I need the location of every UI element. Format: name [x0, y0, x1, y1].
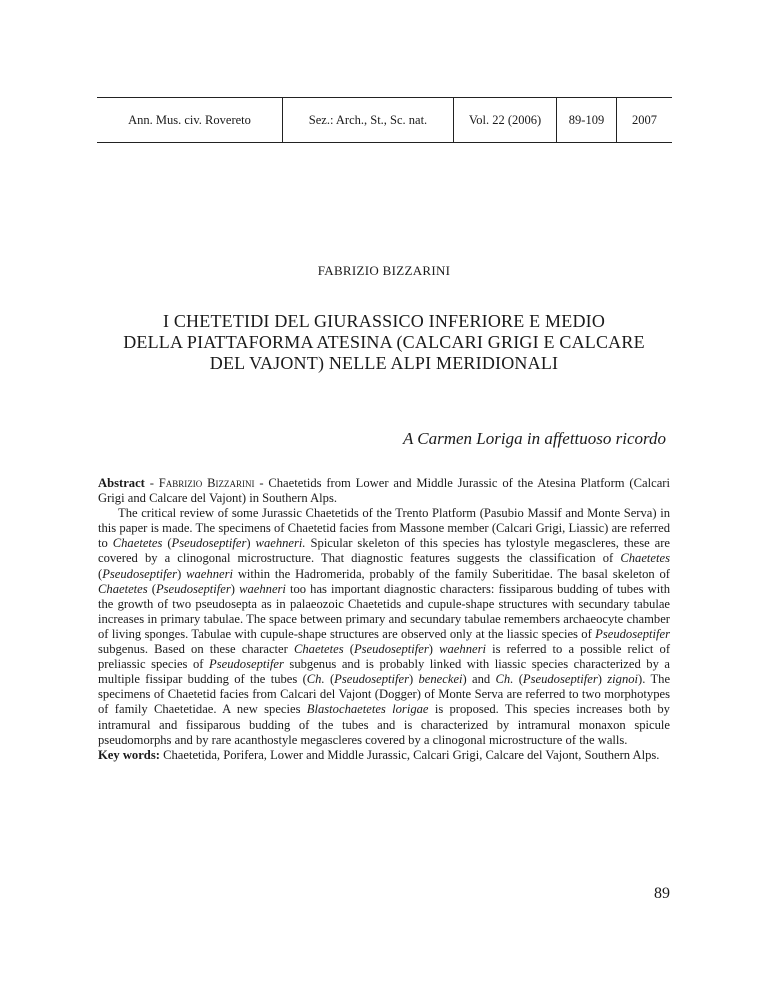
page-number: 89 [654, 885, 670, 902]
journal-pages: 89-109 [557, 98, 617, 142]
journal-section: Sez.: Arch., St., Sc. nat. [283, 98, 454, 142]
abstract-body: The critical review of some Jurassic Chaetetids of the Trento Platform (Pasubio Massif and Monte Serva) in this paper is made. The specimens of Chaetetid facies from Massone member (Calcari Grigi, Liassic) are referred to Chaetetes (Pseudoseptifer) waehneri. Spicular skeleton of this species has tylostyle megascleres, these are covered by a clinogonal microstructure. That diagnostic features suggests the classification of Chaetetes (Pseudoseptifer) waehneri within the Hadromerida, probably of the family Suberitidae. The basal skeleton of Chaetetes (Pseudoseptifer) waehneri too has important diagnostic characters: fissiparous budding of tubes with the growth of two pseudosepta as in palaeozoic Chaetetids and cupule-shape structures with secundary tabulae increases in primary tabulae. The space between primary and secundary tabulae remembers archaeocyte chamber of living sponges. Tabulae with cupule-shape structures are observed only at the liassic species of Pseudoseptifer subgenus. Based on these character Chaetetes (Pseudoseptifer) waehneri is referred to a possible relict of preliassic species of Pseudoseptifer subgenus and is probably linked with liassic species characterized by a multiple fissipar budding of the tubes (Ch. (Pseudoseptifer) beneckei) and Ch. (Pseudoseptifer) zignoi). The specimens of Chaetetid facies from Calcari del Vajont (Dogger) of Monte Serva are referred to two morphotypes of family Chaetetidae. A new species Blastochaetetes lorigae is proposed. This species increases both by intramural and fissiparous budding of the tubes and is characterized by intramural monaxon spicule pseudomorphs and by rare acanthostyle megascleres covered by a clinogonal microstructure of the walls. [98, 506, 671, 747]
title-line: DEL VAJONT) NELLE ALPI MERIDIONALI [209, 353, 559, 373]
journal-name: Ann. Mus. civ. Rovereto [97, 98, 283, 142]
journal-header [97, 97, 672, 143]
keywords: Key words: Chaetetida, Porifera, Lower and Middle Jurassic, Calcari Grigi, Calcare del Vajont, Southern Alps. [98, 747, 660, 762]
paper-title [120, 311, 648, 374]
keywords-label: Key words: [98, 747, 160, 762]
journal-year: 2007 [632, 112, 657, 127]
journal-volume: Vol. 22 (2006) [454, 98, 557, 142]
title-line: DELLA PIATTAFORMA ATESINA (CALCARI GRIGI E CALCARE [123, 332, 645, 352]
abstract [98, 476, 670, 763]
author-name: FABRIZIO BIZZARINI [317, 263, 451, 278]
abstract-author: Fabrizio Bizzarini [158, 476, 255, 490]
title-line: I CHETETIDI DEL GIURASSICO INFERIORE E MEDIO [162, 311, 606, 331]
abstract-label: Abstract [98, 476, 145, 490]
abstract-intro: Abstract - Fabrizio Bizzarini - Chaetetids from Lower and Middle Jurassic of the Atesina Platform (Calcari Grigi and Calcare del Vajont) in Southern Alps. [98, 476, 670, 506]
dedication: A Carmen Loriga in affettuoso ricordo [402, 429, 666, 448]
